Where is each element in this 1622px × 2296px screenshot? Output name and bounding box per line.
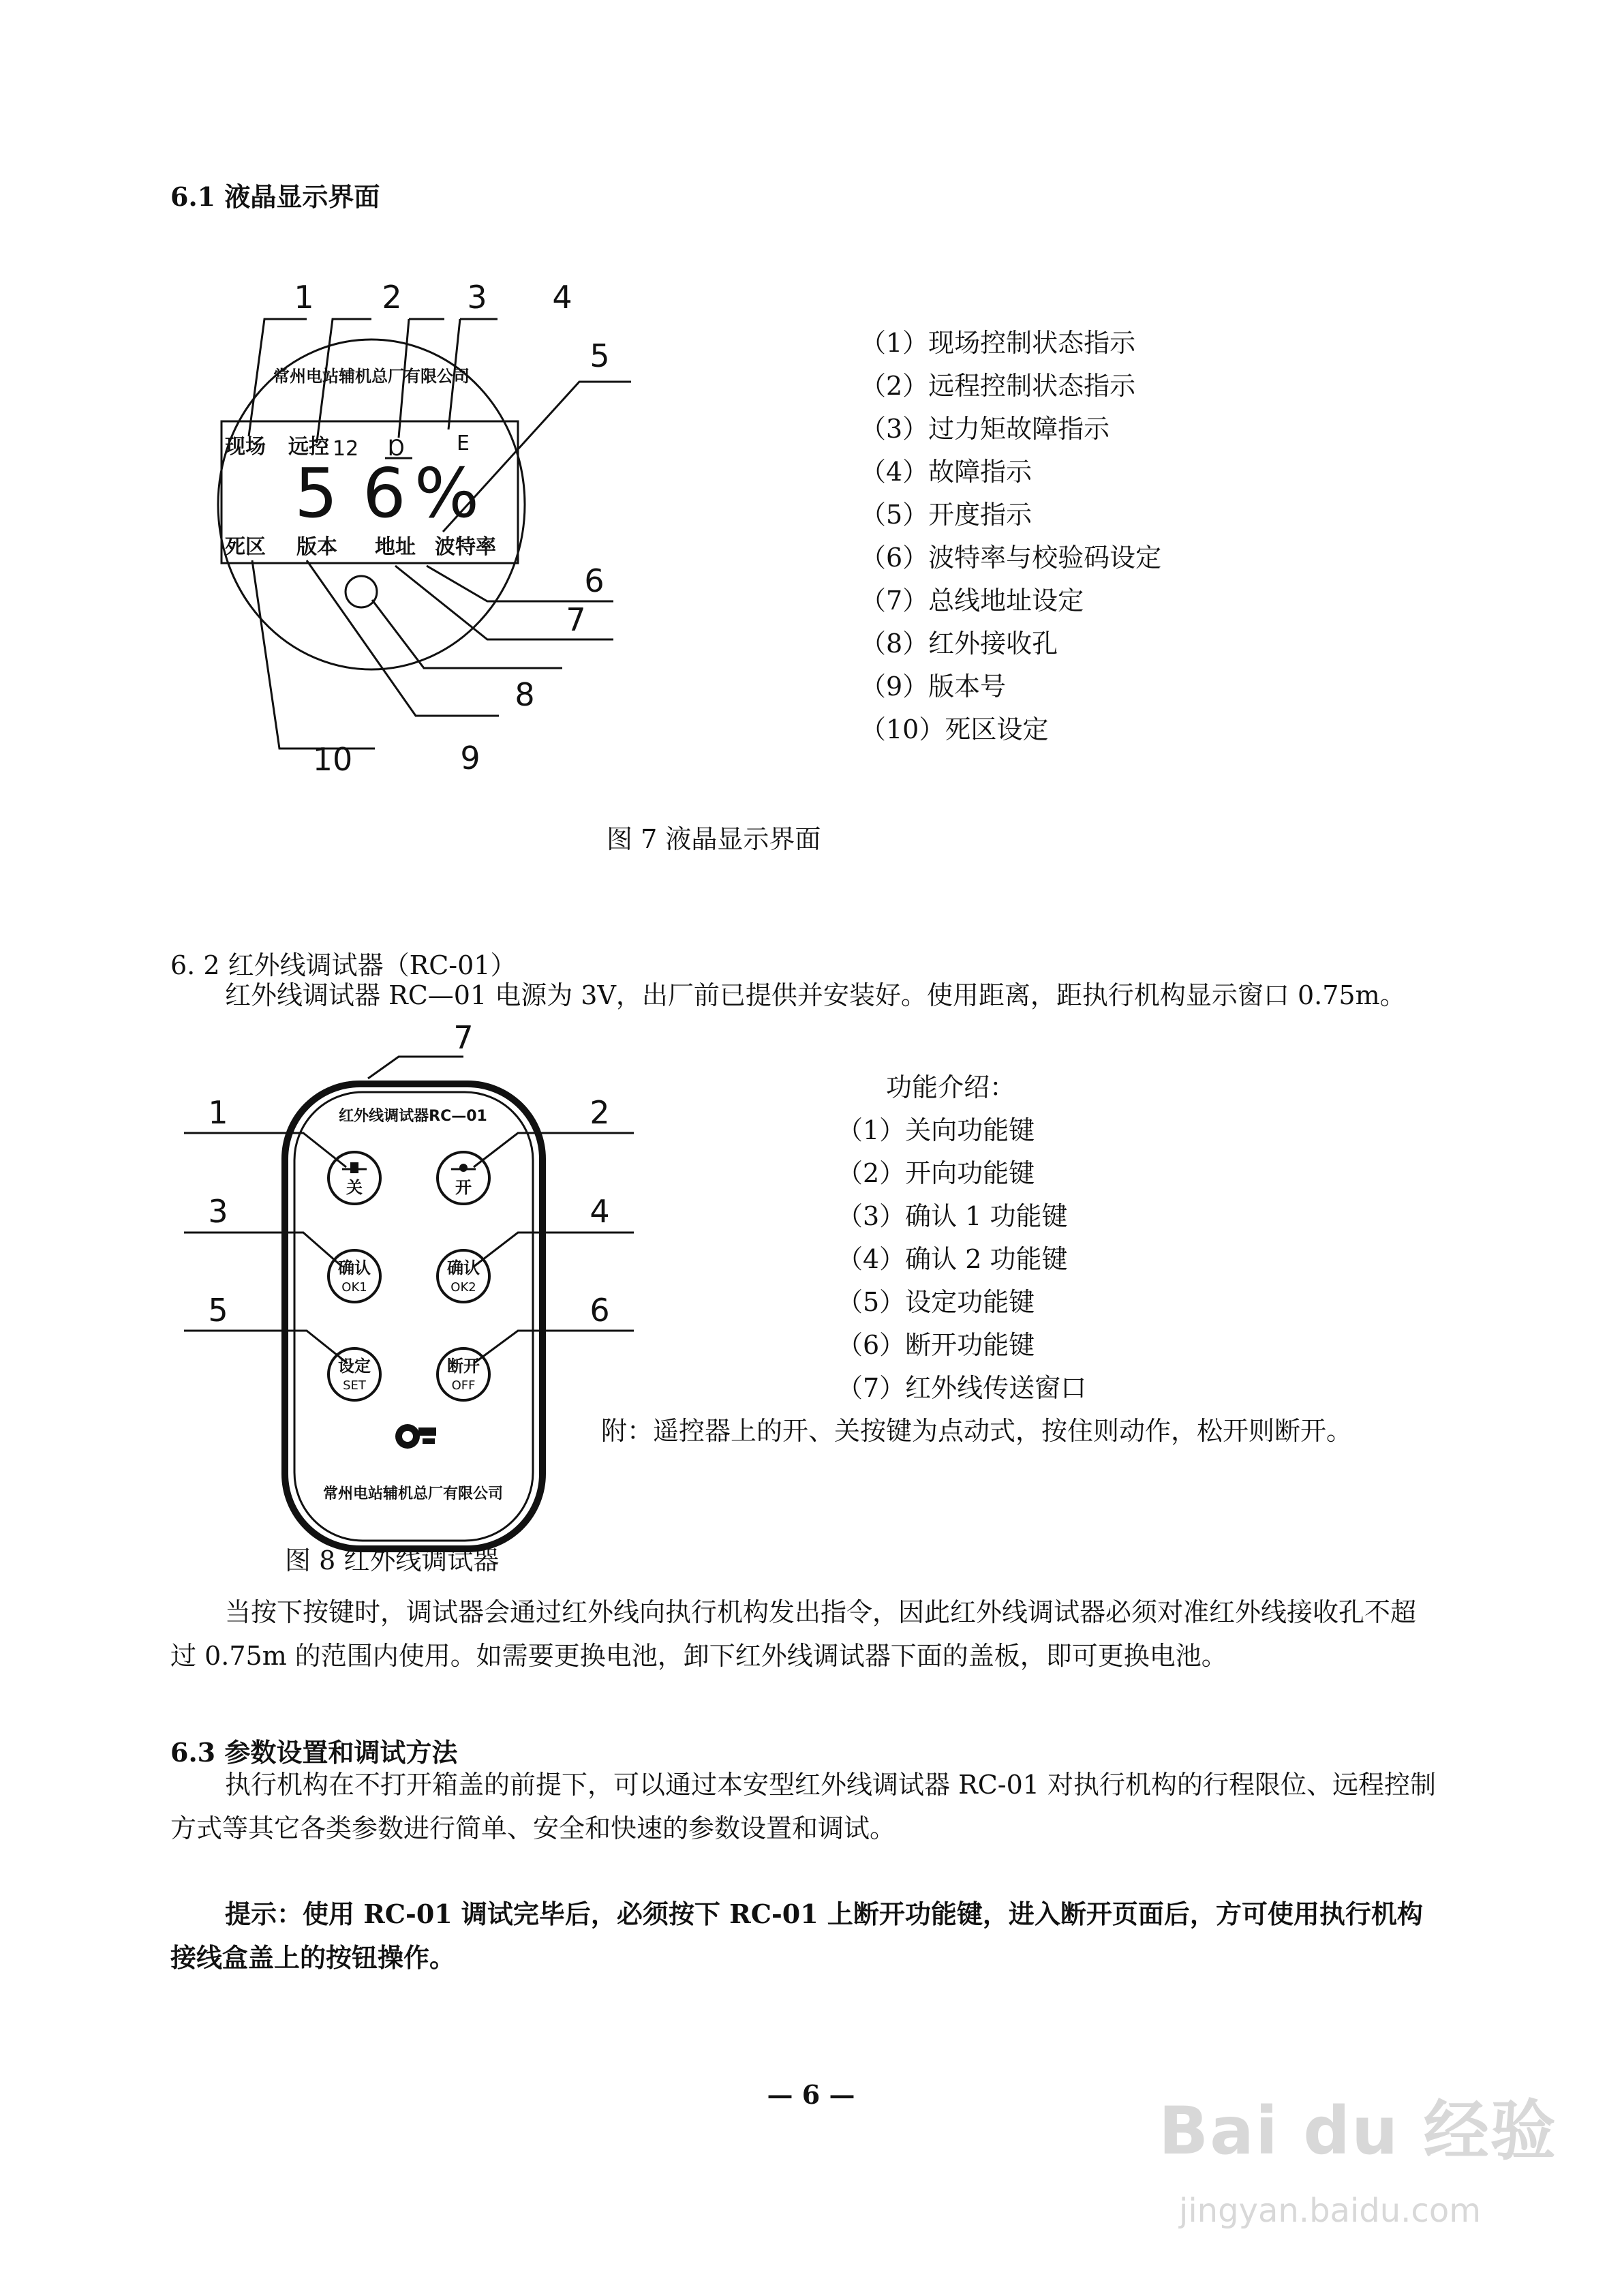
legend-item: （1）现场控制状态指示 <box>860 328 1136 358</box>
callout-10: 10 <box>312 741 353 778</box>
lcd-label-deadband: 死区 <box>225 535 266 559</box>
remote-callout-2: 2 <box>590 1094 610 1131</box>
remote-callout-6: 6 <box>590 1292 610 1329</box>
lcd-label-remote: 远控 <box>288 435 329 459</box>
callout-7: 7 <box>566 601 586 638</box>
lcd-company-name: 常州电站辅机总厂有限公司 <box>273 367 470 386</box>
fault-icon: E <box>457 432 470 455</box>
lcd-legend <box>860 322 1161 751</box>
remote-diagram <box>164 1016 654 1554</box>
remote-callout-4: 4 <box>590 1193 610 1230</box>
ok1-button-label[interactable]: 确认 <box>338 1258 371 1278</box>
function-intro-title: 功能介绍： <box>886 1072 1016 1102</box>
lcd-diagram <box>177 266 654 804</box>
lcd-digit-1: 5 <box>294 453 338 533</box>
lcd-label-baud: 波特率 <box>435 535 496 559</box>
callout-2: 2 <box>382 279 402 316</box>
callout-4: 4 <box>552 279 572 316</box>
callout-5: 5 <box>590 337 610 374</box>
function-item: （7）红外线传送窗口 <box>837 1373 1087 1403</box>
legend-item: （10）死区设定 <box>860 714 1049 744</box>
legend-item: （4）故障指示 <box>860 457 1032 487</box>
callout-9: 9 <box>460 740 480 776</box>
remote-callout-7: 7 <box>453 1019 474 1056</box>
section-6-2-heading: 6. 2 红外线调试器（RC-01） <box>170 950 517 980</box>
function-item: （4）确认 2 功能键 <box>837 1244 1068 1274</box>
set-button-sublabel: SET <box>343 1378 366 1393</box>
off-button-label[interactable]: 断开 <box>447 1357 480 1376</box>
remote-company-name: 常州电站辅机总厂有限公司 <box>322 1485 504 1502</box>
remote-callout-5: 5 <box>208 1292 228 1329</box>
function-item: （6）断开功能键 <box>837 1330 1035 1360</box>
remote-title: 红外线调试器RC—01 <box>339 1108 487 1125</box>
section-6-2-body: 当按下按键时，调试器会通过红外线向执行机构发出指令，因此红外线调试器必须对准红外线接收孔不超过 0.75m 的范围内使用。如需要更换电池，卸下红外线调试器下面的盖板，即可更换电池。 <box>170 1597 1417 1671</box>
section-6-3-tip: 提示：使用 RC-01 调试完毕后，必须按下 RC-01 上断开功能键，进入断开页面后，方可使用执行机构接线盒盖上的按钮操作。 <box>170 1899 1423 1973</box>
function-item: （1）关向功能键 <box>837 1115 1035 1145</box>
lcd-remote-number: 12 <box>333 437 359 461</box>
baidu-watermark-url: jingyan.baidu.com <box>1179 2192 1481 2230</box>
page-number: — 6 — <box>767 2079 855 2110</box>
section-6-2-intro: 红外线调试器 RC—01 电源为 3V，出厂前已提供并安装好。使用距离，距执行机构显示窗口 0.75m。 <box>225 980 1406 1010</box>
legend-item: （8）红外接收孔 <box>860 629 1058 659</box>
legend-item: （3）过力矩故障指示 <box>860 414 1110 444</box>
figure-7-caption: 图 7 液晶显示界面 <box>607 824 821 854</box>
ok1-button-sublabel: OK1 <box>341 1280 367 1295</box>
set-button-label[interactable]: 设定 <box>338 1357 371 1376</box>
close-button-label[interactable]: 关 <box>346 1178 363 1197</box>
remote-note: 附：遥控器上的开、关按键为点动式，按住则动作，松开则断开。 <box>601 1416 1353 1446</box>
remote-callout-3: 3 <box>208 1193 228 1230</box>
legend-item: （5）开度指示 <box>860 500 1032 530</box>
lcd-label-address: 地址 <box>375 535 416 559</box>
callout-6: 6 <box>584 562 605 599</box>
legend-item: （2）远程控制状态指示 <box>860 371 1136 401</box>
callout-1: 1 <box>294 279 314 316</box>
torque-fault-icon: Ɒ <box>388 435 406 461</box>
ok2-button-sublabel: OK2 <box>450 1280 476 1295</box>
legend-item: （6）波特率与校验码设定 <box>860 543 1162 573</box>
callout-3: 3 <box>467 279 487 316</box>
off-button-sublabel: OFF <box>451 1378 476 1393</box>
function-item: （2）开向功能键 <box>837 1158 1035 1188</box>
function-item: （5）设定功能键 <box>837 1287 1035 1317</box>
lcd-percent: % <box>414 453 480 533</box>
baidu-watermark-logo: Bai du 经验 <box>1159 2093 1557 2169</box>
infrared-window-icon <box>395 1424 436 1449</box>
ok2-button-label[interactable]: 确认 <box>447 1258 480 1278</box>
figure-8-caption: 图 8 红外线调试器 <box>285 1545 500 1575</box>
section-6-1-heading: 6.1 液晶显示界面 <box>170 181 380 212</box>
callout-8: 8 <box>515 676 535 713</box>
lcd-digit-2: 6 <box>363 453 406 533</box>
function-list <box>837 1109 1086 1410</box>
legend-item: （9）版本号 <box>860 671 1007 701</box>
function-item: （3）确认 1 功能键 <box>837 1201 1068 1231</box>
lcd-label-local: 现场 <box>225 435 266 459</box>
lcd-label-version: 版本 <box>296 535 337 559</box>
legend-item: （7）总线地址设定 <box>860 586 1084 616</box>
section-6-3-body: 执行机构在不打开箱盖的前提下，可以通过本安型红外线调试器 RC-01 对执行机构的行程限位、远程控制方式等其它各类参数进行简单、安全和快速的参数设置和调试。 <box>170 1770 1437 1843</box>
remote-callout-1: 1 <box>208 1094 228 1131</box>
section-6-3-heading: 6.3 参数设置和调试方法 <box>170 1737 458 1768</box>
open-button-label[interactable]: 开 <box>455 1178 472 1197</box>
